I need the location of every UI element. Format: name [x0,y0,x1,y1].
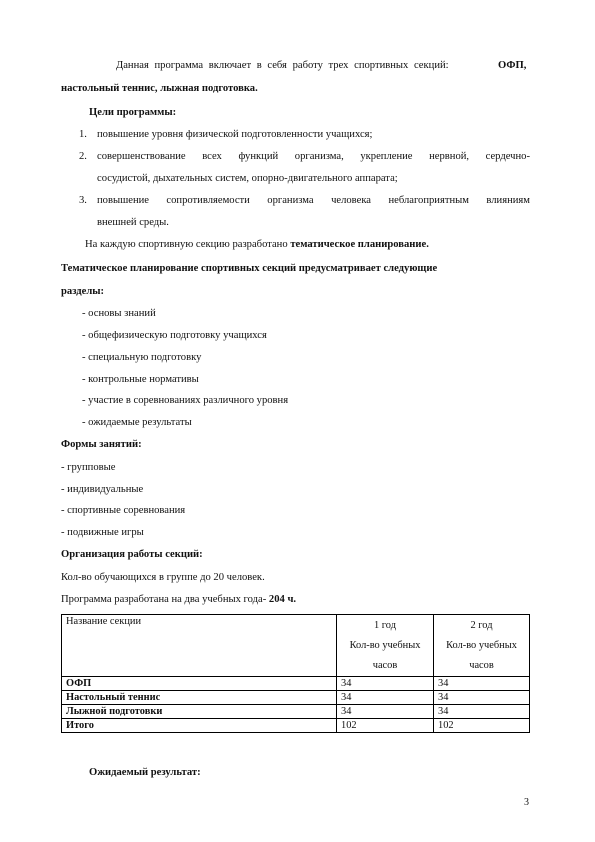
row-name: ОФП [62,677,337,691]
form-item: - групповые [61,462,116,473]
row-year-1: 34 [337,705,434,719]
row-name: Итого [62,719,337,733]
duration-text: Программа разработана на два учебных года- 204 ч. [61,594,297,605]
section-item: - общефизическую подготовку учащихся [82,330,267,341]
page-number: 3 [524,797,529,808]
row-name: Настольный теннис [62,691,337,705]
result-heading: Ожидаемый результат: [89,767,201,778]
form-item: - спортивные соревнования [61,505,186,516]
goal-item-1: 1. повышение уровня физической подготовленности учащихся; [79,129,373,140]
goal-item-2: 2. совершенствование всех функций организма, укрепление нервной, сердечно- [79,151,530,162]
section-item: - основы знаний [82,308,156,319]
planning-heading-cont: разделы: [61,286,105,297]
section-item: - специальную подготовку [82,352,202,363]
row-year-1: 102 [337,719,434,733]
intro-line-1 [116,59,449,73]
row-year-2: 34 [434,705,530,719]
row-year-1: 34 [337,677,434,691]
goal-item-3-cont: внешней среды. [97,217,169,228]
section-item: - ожидаемые результаты [82,417,192,428]
intro-text: Данная программа включает в себя работу трех спортивных секций: [116,60,449,71]
group-size-text: Кол-во обучающихся в группе до 20 человек. [61,572,265,583]
table-row [62,691,530,705]
header-year-2: 2 год Кол-во учебных часов [434,615,530,677]
row-year-2: 102 [434,719,530,733]
goals-heading: Цели программы: [89,107,177,118]
row-year-2: 34 [434,677,530,691]
table-header-row [62,615,530,677]
hours-table [61,614,530,733]
table-total-row [62,719,530,733]
row-year-1: 34 [337,691,434,705]
planning-note: На каждую спортивную секцию разработано тематическое планирование. [85,239,429,250]
intro-ofp: ОФП, [498,60,527,71]
table-row [62,677,530,691]
organization-heading: Организация работы секций: [61,549,203,560]
section-item: - контрольные нормативы [82,374,199,385]
goal-item-3: 3. повышение сопротивляемости организма человека неблагоприятным влияниям [79,195,530,206]
header-section-name: Название секции [62,615,337,677]
form-item: - индивидуальные [61,484,144,495]
row-year-2: 34 [434,691,530,705]
table-row [62,705,530,719]
intro-line-2: настольный теннис, лыжная подготовка. [61,83,258,94]
header-year-1: 1 год Кол-во учебных часов [337,615,434,677]
section-item: - участие в соревнованиях различного уровня [82,395,289,406]
form-item: - подвижные игры [61,527,144,538]
forms-heading: Формы занятий: [61,439,142,450]
row-name: Лыжной подготовки [62,705,337,719]
planning-heading: Тематическое планирование спортивных секций предусматривает следующие [61,263,438,274]
goal-item-2-cont: сосудистой, дыхательных систем, опорно-двигательного аппарата; [97,173,398,184]
